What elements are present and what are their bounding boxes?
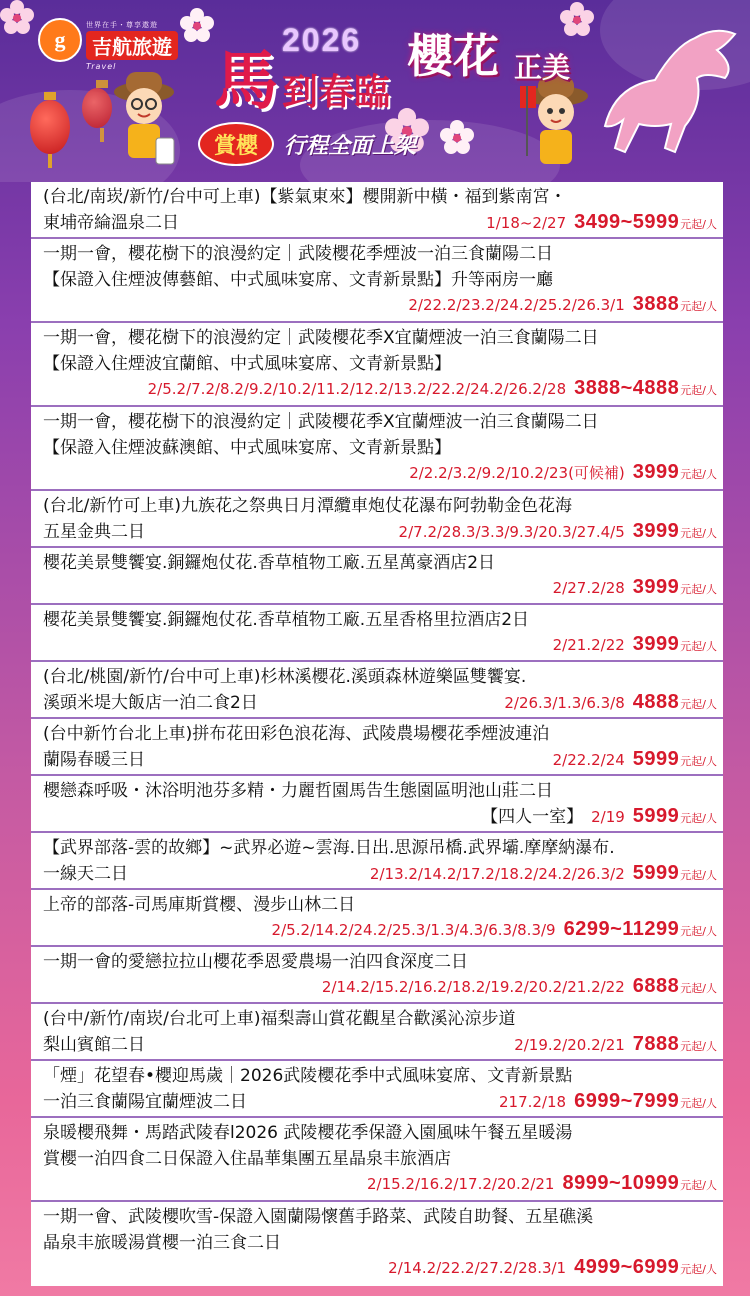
- tour-meta-row: [43, 1256, 717, 1283]
- tour-meta-row: [43, 918, 717, 945]
- tour-title-line: 櫻戀森呼吸・沐浴明池芬多精・力麗哲園馬告生態園區明池山莊二日: [43, 781, 553, 801]
- tour-title-line: (台中/新竹/南崁/台北可上車)福梨壽山賞花觀星合歡溪沁涼步道: [43, 1009, 516, 1029]
- departure-dates: 2/26.3/1.3/6.3/8: [504, 694, 625, 712]
- tour-meta-row: [43, 975, 717, 1002]
- price-group: [633, 748, 717, 771]
- price-group: [633, 805, 717, 828]
- price-value: 3888: [632, 293, 680, 315]
- departure-dates-group: [553, 578, 625, 597]
- sakura-subtitle: 正美: [514, 51, 571, 84]
- tour-title-line: 一線天二日: [43, 864, 128, 884]
- tour-meta: [370, 862, 717, 885]
- tour-meta-row: [43, 861, 717, 888]
- tour-title-line: 「煙」花望春•櫻迎馬歲｜2026武陵櫻花季中式風味宴席、文青新景點: [43, 1066, 573, 1086]
- departure-dates: 2/14.2/22.2/27.2/28.3/1: [388, 1259, 567, 1277]
- tour-meta-row: [43, 1032, 717, 1059]
- tour-title-line: (台北/新竹可上車)九族花之祭典日月潭纜車炮仗花瀑布阿勃勒金色花海: [43, 496, 572, 516]
- tour-meta: [504, 691, 717, 714]
- waitlist-note: (可候補): [568, 464, 625, 482]
- tour-title-line: 一泊三食蘭陽宜蘭煙波二日: [43, 1092, 247, 1112]
- departure-dates-group: [388, 1258, 566, 1277]
- price-unit: 元起/人: [680, 640, 717, 653]
- price-group: [564, 918, 717, 941]
- price-unit: 元起/人: [680, 468, 717, 481]
- tour-title-line: 一期一會、武陵櫻吹雪-保證入園蘭陽懷舊手路菜、武陵自助餐、五星礁溪: [43, 1207, 594, 1227]
- logo-sub: Travel: [86, 62, 117, 71]
- tour-title-line: 五星金典二日: [43, 522, 145, 542]
- tour-title-line: 一期一會，櫻花樹下的浪漫約定｜武陵櫻花季X宜蘭煙波一泊三食蘭陽二日: [43, 328, 599, 348]
- tour-title-line: 泉暖櫻飛舞・馬踏武陵春l2026 武陵櫻花季保證入園風味午餐五星暖湯: [43, 1123, 573, 1143]
- price-value: 3999: [632, 633, 680, 655]
- tour-title-line: (台中新竹台北上車)拼布花田彩色浪花海、武陵農場櫻花季煙波連泊: [43, 724, 550, 744]
- tour-meta: [486, 211, 717, 234]
- tour-title-line: 一期一會，櫻花樹下的浪漫約定｜武陵櫻花季X宜蘭煙波一泊三食蘭陽二日: [43, 412, 599, 432]
- tour-meta-row: [43, 690, 717, 717]
- tour-guide-boy-icon: [104, 60, 184, 172]
- departure-dates-group: [553, 635, 625, 654]
- tour-meta: [388, 1256, 717, 1279]
- logo-mark-icon: g: [38, 18, 82, 62]
- tour-title-line: 【保證入住煙波蘇澳館、中式風味宴席、文青新景點】: [43, 438, 451, 458]
- tour-title-line: (台北/南崁/新竹/台中可上車)【紫氣東來】櫻開新中橫・福到紫南宮・: [43, 187, 567, 207]
- tour-meta-row: [43, 461, 717, 488]
- tour-title-line: (台北/桃園/新竹/台中可上車)杉林溪櫻花.溪頭森林遊樂區雙饗宴.: [43, 667, 527, 687]
- tour-title-line: 一期一會的愛戀拉拉山櫻花季恩愛農場一泊四食深度二日: [43, 952, 468, 972]
- price-value: 5999: [632, 748, 680, 770]
- tour-title-line: 【四人一室】: [481, 807, 584, 827]
- departure-dates-group: [486, 213, 566, 232]
- tour-title-line: 櫻花美景雙饗宴.銅鑼炮仗花.香草植物工廠.五星萬豪酒店2日: [43, 553, 496, 573]
- tour-meta: [553, 633, 717, 656]
- tour-item[interactable]: [31, 491, 723, 548]
- price-unit: 元起/人: [680, 384, 717, 397]
- tour-meta-row: [43, 210, 717, 237]
- departure-dates-group: [399, 522, 625, 541]
- tour-list: [31, 182, 723, 1286]
- price-unit: 元起/人: [680, 812, 717, 825]
- price-unit: 元起/人: [680, 1263, 717, 1276]
- price-unit: 元起/人: [680, 1040, 717, 1053]
- horse-silhouette-icon: [585, 16, 750, 156]
- price-group: [633, 862, 717, 885]
- cherry-view-badge: 賞櫻: [198, 122, 274, 166]
- tour-title-line: 【保證入住煙波傳藝館、中式風味宴席、文青新景點】升等兩房一廳: [43, 270, 553, 290]
- price-unit: 元起/人: [680, 1179, 717, 1192]
- tour-item[interactable]: [31, 947, 723, 1004]
- price-value: 3999: [632, 461, 680, 483]
- departure-dates: 2/22.2/24: [552, 751, 625, 769]
- price-group: [633, 691, 717, 714]
- price-value: 4999~6999: [574, 1256, 680, 1278]
- logo-name: 吉航旅遊: [86, 31, 178, 60]
- cherry-blossom-icon: [440, 120, 474, 154]
- departure-dates-group: [499, 1092, 566, 1111]
- logo-tagline: 世界在手・尊享遨遊: [86, 21, 158, 29]
- price-value: 6999~7999: [574, 1090, 680, 1112]
- tour-meta: [272, 918, 717, 941]
- price-group: [633, 293, 717, 316]
- departure-dates-group: [272, 920, 556, 939]
- price-unit: 元起/人: [680, 982, 717, 995]
- departure-dates-group: [322, 977, 625, 996]
- tour-title-line: 梨山賓館二日: [43, 1035, 145, 1055]
- tour-meta: [399, 520, 717, 543]
- tour-item[interactable]: [31, 1202, 723, 1287]
- tour-meta: [367, 1172, 717, 1195]
- price-group: [633, 576, 717, 599]
- departure-dates-group: [408, 295, 624, 314]
- price-value: 8999~10999: [562, 1172, 680, 1194]
- tour-item[interactable]: [31, 1004, 723, 1061]
- price-unit: 元起/人: [680, 300, 717, 313]
- departure-dates-group: [148, 379, 566, 398]
- tour-item[interactable]: [31, 323, 723, 407]
- departure-dates: 2/19: [591, 808, 625, 826]
- price-group: [633, 633, 717, 656]
- price-group: [574, 211, 717, 234]
- departure-dates: 1/18~2/27: [486, 214, 567, 232]
- promo-header: [0, 0, 750, 182]
- price-group: [633, 1033, 717, 1056]
- price-group: [633, 975, 717, 998]
- departure-dates: 2/13.2/14.2/17.2/18.2/24.2/26.3/2: [369, 865, 625, 883]
- departure-dates: 2/21.2/22: [552, 636, 625, 654]
- tour-title-line: 賞櫻一泊四食二日保證入住晶華集團五星晶泉丰旅酒店: [43, 1149, 451, 1169]
- price-value: 3999: [632, 576, 680, 598]
- cherry-blossom-icon: [0, 0, 34, 34]
- price-unit: 元起/人: [680, 869, 717, 882]
- price-value: 6888: [632, 975, 680, 997]
- tour-item[interactable]: [31, 182, 723, 239]
- tour-meta: [553, 748, 717, 771]
- sakura-title: 櫻花: [407, 29, 499, 83]
- departure-dates-group: [367, 1174, 555, 1193]
- tour-title-line: 【保證入住煙波宜蘭館、中式風味宴席、文青新景點】: [43, 354, 451, 374]
- price-unit: 元起/人: [680, 583, 717, 596]
- title-horse: 馬: [214, 44, 278, 119]
- tour-meta-row: [43, 804, 717, 831]
- tour-meta-row: [43, 1172, 717, 1199]
- tour-title-line: 溪頭米堤大飯店一泊二食2日: [43, 693, 258, 713]
- departure-dates-group: [591, 807, 625, 826]
- tour-title-line: 蘭陽春暖三日: [43, 750, 145, 770]
- price-value: 7888: [632, 1033, 680, 1055]
- departure-dates: 2/2.2/3.2/9.2/10.2/23: [409, 464, 569, 482]
- tour-item[interactable]: [31, 548, 723, 605]
- departure-dates: 2/15.2/16.2/17.2/20.2/21: [366, 1175, 555, 1193]
- price-group: [633, 461, 717, 484]
- price-group: [574, 1090, 717, 1113]
- tour-title-line: 晶泉丰旅暖湯賞櫻一泊三食二日: [43, 1233, 281, 1253]
- tour-meta: [499, 1090, 717, 1113]
- departure-dates: 2/5.2/14.2/24.2/25.3/1.3/4.3/6.3/8.3/9: [271, 921, 556, 939]
- tour-title-line: 一期一會，櫻花樹下的浪漫約定｜武陵櫻花季煙波一泊三食蘭陽二日: [43, 244, 553, 264]
- departure-dates-group: [553, 750, 625, 769]
- price-unit: 元起/人: [680, 698, 717, 711]
- tour-meta: [409, 461, 717, 484]
- price-unit: 元起/人: [680, 527, 717, 540]
- tour-meta-row: [43, 293, 717, 320]
- tour-title-line: 【武界部落-雲的故鄉】~武界必遊~雲海.日出.思源吊橋.武界壩.摩摩納瀑布.: [43, 838, 615, 858]
- tour-meta-row: [43, 377, 717, 404]
- departure-dates: 2/22.2/23.2/24.2/25.2/26.3/1: [408, 296, 625, 314]
- tour-meta-row: [43, 519, 717, 546]
- tour-meta: [514, 1033, 717, 1056]
- tour-item[interactable]: [31, 407, 723, 491]
- tour-meta: [553, 576, 717, 599]
- departure-dates: 2/27.2/28: [552, 579, 625, 597]
- price-unit: 元起/人: [680, 1097, 717, 1110]
- price-group: [562, 1172, 717, 1195]
- tour-item[interactable]: [31, 890, 723, 947]
- departure-dates-group: [504, 693, 624, 712]
- price-value: 3888~4888: [574, 377, 680, 399]
- tour-meta: [481, 804, 717, 830]
- tour-title-line: 東埔帝綸溫泉二日: [43, 213, 179, 233]
- price-value: 6299~11299: [563, 918, 680, 940]
- tour-item[interactable]: [31, 833, 723, 890]
- departure-dates-group: [514, 1035, 625, 1054]
- tour-item[interactable]: [31, 605, 723, 662]
- departure-dates: 217.2/18: [499, 1093, 567, 1111]
- price-group: [633, 520, 717, 543]
- departure-dates: 2/7.2/28.3/3.3/9.3/20.3/27.4/5: [398, 523, 625, 541]
- tour-title-line: 上帝的部落-司馬庫斯賞櫻、漫步山林二日: [43, 895, 356, 915]
- price-group: [574, 377, 717, 400]
- title-spring: 到春臨: [282, 72, 391, 113]
- price-unit: 元起/人: [680, 218, 717, 231]
- tour-meta: [408, 293, 717, 316]
- price-group: [574, 1256, 717, 1279]
- tour-meta: [148, 377, 717, 400]
- tour-meta: [322, 975, 717, 998]
- price-value: 4888: [632, 691, 680, 713]
- cherry-blossom-icon: [180, 8, 214, 42]
- departure-dates: 2/5.2/7.2/8.2/9.2/10.2/11.2/12.2/13.2/22.2/24.2/26.2/28: [147, 380, 567, 398]
- departure-dates: 2/14.2/15.2/16.2/18.2/19.2/20.2/21.2/22: [321, 978, 625, 996]
- tour-item[interactable]: [31, 776, 723, 833]
- tour-item[interactable]: [31, 1118, 723, 1202]
- tour-meta-row: [43, 747, 717, 774]
- price-value: 5999: [632, 805, 680, 827]
- departure-dates: 2/19.2/20.2/21: [514, 1036, 625, 1054]
- tour-meta-row: [43, 633, 717, 660]
- tour-meta-row: [43, 1089, 717, 1116]
- price-value: 3999: [632, 520, 680, 542]
- price-value: 5999: [632, 862, 680, 884]
- departure-dates-group: [409, 462, 625, 483]
- price-unit: 元起/人: [680, 755, 717, 768]
- price-unit: 元起/人: [680, 925, 717, 938]
- year-label: 2026: [282, 22, 362, 58]
- lantern-icon: [30, 100, 70, 154]
- departure-dates-group: [370, 864, 625, 883]
- tour-item[interactable]: [31, 719, 723, 776]
- tour-item[interactable]: [31, 239, 723, 323]
- tour-item[interactable]: [31, 662, 723, 719]
- tour-item[interactable]: [31, 1061, 723, 1118]
- itinerary-launch-text: 行程全面上架: [284, 134, 417, 159]
- tour-title-line: 櫻花美景雙饗宴.銅鑼炮仗花.香草植物工廠.五星香格里拉酒店2日: [43, 610, 530, 630]
- price-value: 3499~5999: [574, 211, 680, 233]
- tour-meta-row: [43, 576, 717, 603]
